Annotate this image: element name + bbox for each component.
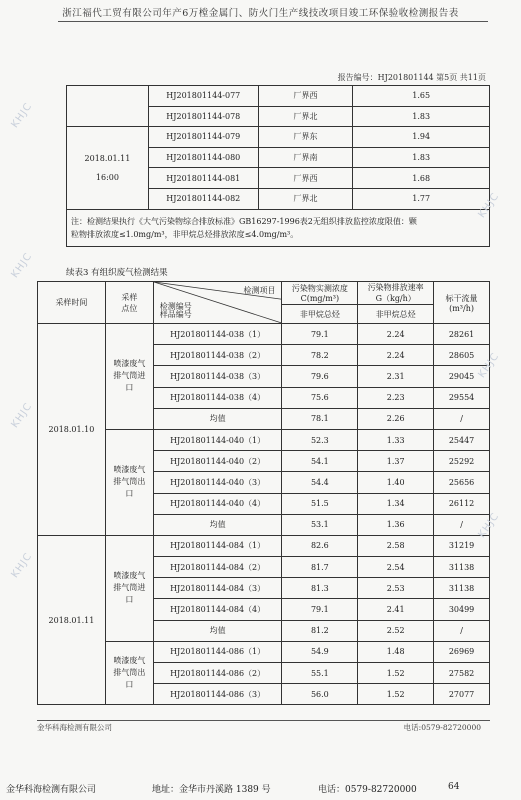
table-row: [38, 641, 490, 662]
header-sample-point: [105, 282, 153, 324]
fugitive-results-table: [66, 85, 490, 247]
bottom-phone: 电话:0579-82720000: [403, 723, 481, 732]
emission-rate-value: 2.41: [358, 599, 434, 620]
emission-rate-value: 1.37: [358, 451, 434, 472]
concentration-value: 79.1: [282, 599, 358, 620]
standard-note: [67, 209, 490, 246]
flow-value: 27077: [434, 684, 490, 705]
flow-value: 26969: [434, 641, 490, 662]
header-emission-rate: [358, 282, 434, 305]
flow-value: 27582: [434, 663, 490, 684]
sample-id: HJ201801144-040（3）: [153, 472, 282, 493]
emission-rate-value: 2.24: [358, 345, 434, 366]
flow-value: 25292: [434, 451, 490, 472]
flow-value: 31138: [434, 557, 490, 578]
watermark-text: KHJC: [9, 100, 35, 131]
header-diagonal-cell: [153, 282, 282, 324]
flow-value: 25447: [434, 429, 490, 450]
table-row: [38, 324, 490, 345]
watermark-text: KHJC: [476, 350, 502, 381]
header-flow-line1: 标干流量: [445, 293, 478, 303]
watermark-text: KHJC: [476, 510, 502, 541]
header-concentration: [282, 282, 358, 305]
sample-id: HJ201801144-040（1）: [153, 429, 282, 450]
flow-value: 31219: [434, 535, 490, 556]
report-number: 报告编号：HJ201801144 第5页 共11页: [337, 73, 486, 82]
emission-rate-value: 2.31: [358, 366, 434, 387]
sample-id: HJ201801144-084（3）: [153, 578, 282, 599]
sample-location: 厂界东: [258, 127, 353, 148]
emission-rate-value: 2.54: [358, 557, 434, 578]
footer-phone: 电话：0579-82720000: [318, 785, 417, 795]
result-value: 1.68: [353, 168, 490, 189]
sample-id: HJ201801144-080: [148, 147, 258, 168]
sample-point: 喷漆废气排气筒进口: [105, 535, 153, 641]
emission-rate-value: 1.34: [358, 493, 434, 514]
sample-point: 喷漆废气排气筒出口: [105, 429, 153, 535]
result-value: 1.83: [353, 147, 490, 168]
average-rate: 2.26: [358, 408, 434, 429]
concentration-value: 79.6: [282, 366, 358, 387]
average-flow: /: [434, 620, 490, 641]
result-value: 1.83: [353, 106, 490, 127]
emission-rate-value: 1.33: [358, 429, 434, 450]
note-line: 注：检测结果执行《大气污染物综合排放标准》GB16297-1996表2无组织排放监控浓度限值：颗: [71, 216, 417, 226]
label-test-id: 检测编号: [159, 302, 192, 311]
table-row: [38, 535, 490, 556]
average-label: 均值: [153, 620, 282, 641]
flow-value: 26112: [434, 493, 490, 514]
concentration-value: 54.1: [282, 451, 358, 472]
sample-location: 厂界北: [258, 188, 353, 209]
subheader-concentration: 非甲烷总烃: [282, 305, 358, 324]
sample-id: HJ201801144-086（2）: [153, 663, 282, 684]
watermark-text: KHJC: [476, 190, 502, 221]
flow-value: 28605: [434, 345, 490, 366]
emission-rate-value: 1.52: [358, 684, 434, 705]
sample-id: HJ201801144-038（1）: [153, 324, 282, 345]
note-line: 粒物排放浓度≤1.0mg/m³，非甲烷总烃排放浓度≤4.0mg/m³。: [71, 229, 299, 239]
sample-date: 2018.01.10: [38, 324, 106, 536]
result-value: 1.77: [353, 188, 490, 209]
average-label: 均值: [153, 514, 282, 535]
header-emission-rate-line2: G（kg/h）: [375, 294, 416, 303]
emission-rate-value: 2.53: [358, 578, 434, 599]
result-value: 1.94: [353, 127, 490, 148]
concentration-value: 82.6: [282, 535, 358, 556]
sample-id: HJ201801144-084（4）: [153, 599, 282, 620]
sample-id: HJ201801144-038（2）: [153, 345, 282, 366]
sample-id: HJ201801144-084（1）: [153, 535, 282, 556]
concentration-value: 81.3: [282, 578, 358, 599]
sample-id: HJ201801144-082: [148, 188, 258, 209]
header-sample-time: 采样时间: [38, 282, 106, 324]
sample-location: 厂界北: [258, 106, 353, 127]
sample-location: 厂界南: [258, 147, 353, 168]
header-sample-point-line1: 采样: [121, 292, 138, 302]
sample-point: 喷漆废气排气筒出口: [105, 641, 153, 705]
average-flow: /: [434, 408, 490, 429]
flow-value: 29045: [434, 366, 490, 387]
concentration-value: 75.6: [282, 387, 358, 408]
emission-rate-value: 1.52: [358, 663, 434, 684]
header-sample-point-line2: 点位: [121, 303, 138, 313]
table-row: [38, 429, 490, 450]
watermark-text: KHJC: [9, 400, 35, 431]
flow-value: 25656: [434, 472, 490, 493]
sample-time: 16:00: [95, 172, 119, 182]
table-row: [67, 86, 490, 107]
header-concentration-line2: C(mg/m³): [300, 294, 340, 303]
bottom-company: 金华科海检测有限公司: [37, 723, 112, 732]
flow-value: 30499: [434, 599, 490, 620]
sample-id: HJ201801144-086（1）: [153, 641, 282, 662]
sample-date: 2018.01.11: [84, 153, 131, 163]
flow-value: 28261: [434, 324, 490, 345]
average-label: 均值: [153, 408, 282, 429]
sample-id: HJ201801144-086（3）: [153, 684, 282, 705]
result-value: 1.65: [353, 86, 490, 107]
concentration-value: 54.4: [282, 472, 358, 493]
emission-rate-value: 2.58: [358, 535, 434, 556]
header-emission-rate-line1: 污染物排放速率: [367, 283, 424, 292]
sample-id: HJ201801144-084（2）: [153, 557, 282, 578]
sample-id: HJ201801144-078: [148, 106, 258, 127]
watermark-text: KHJC: [9, 250, 35, 281]
header-flow-line2: (m³/h): [449, 303, 474, 313]
footer-address: 地址：金华市丹溪路 1389 号: [152, 785, 271, 795]
flow-value: 29554: [434, 387, 490, 408]
concentration-value: 81.7: [282, 557, 358, 578]
document-header: 浙江福代工贸有限公司年产6万樘金属门、防火门生产线技改项目竣工环保验收检测报告表: [62, 8, 459, 19]
average-concentration: 78.1: [282, 408, 358, 429]
subheader-rate: 非甲烷总烃: [358, 305, 434, 324]
bottom-rule: [37, 720, 490, 721]
sample-id: HJ201801144-077: [148, 86, 258, 107]
label-sample-id: 样品编号: [159, 310, 192, 319]
sample-point: 喷漆废气排气筒进口: [105, 324, 153, 430]
header-concentration-line1: 污染物实测浓度: [291, 284, 348, 293]
label-test-item: 检测项目: [243, 286, 276, 295]
note-row: [67, 209, 490, 246]
blank-cell: [67, 86, 149, 127]
sample-id: HJ201801144-038（4）: [153, 387, 282, 408]
emission-rate-value: 2.23: [358, 387, 434, 408]
emission-rate-value: 1.48: [358, 641, 434, 662]
average-concentration: 53.1: [282, 514, 358, 535]
sample-location: 厂界西: [258, 86, 353, 107]
concentration-value: 52.3: [282, 429, 358, 450]
watermark-text: KHJC: [9, 550, 35, 581]
concentration-value: 51.5: [282, 493, 358, 514]
emission-rate-value: 1.40: [358, 472, 434, 493]
header-flow: [434, 282, 490, 324]
header-rule: [58, 21, 488, 22]
sample-id: HJ201801144-038（3）: [153, 366, 282, 387]
average-rate: 2.52: [358, 620, 434, 641]
footer-page-number: 64: [448, 782, 460, 792]
sample-date: 2018.01.11: [38, 535, 106, 705]
emission-rate-value: 2.24: [358, 324, 434, 345]
concentration-value: 79.1: [282, 324, 358, 345]
table-title: 续表3 有组织废气检测结果: [66, 268, 168, 278]
sample-id: HJ201801144-079: [148, 127, 258, 148]
concentration-value: 55.1: [282, 663, 358, 684]
concentration-value: 56.0: [282, 684, 358, 705]
sample-location: 厂界西: [258, 168, 353, 189]
sample-id: HJ201801144-040（4）: [153, 493, 282, 514]
sample-id: HJ201801144-081: [148, 168, 258, 189]
concentration-value: 54.9: [282, 641, 358, 662]
sample-id: HJ201801144-040（2）: [153, 451, 282, 472]
average-concentration: 81.2: [282, 620, 358, 641]
footer-company: 金华科海检测有限公司: [6, 785, 97, 795]
flow-value: 31138: [434, 578, 490, 599]
concentration-value: 78.2: [282, 345, 358, 366]
table-row: [67, 127, 490, 148]
organized-gas-table: [37, 281, 490, 705]
average-flow: /: [434, 514, 490, 535]
sample-date-time: [67, 127, 149, 209]
average-rate: 1.36: [358, 514, 434, 535]
